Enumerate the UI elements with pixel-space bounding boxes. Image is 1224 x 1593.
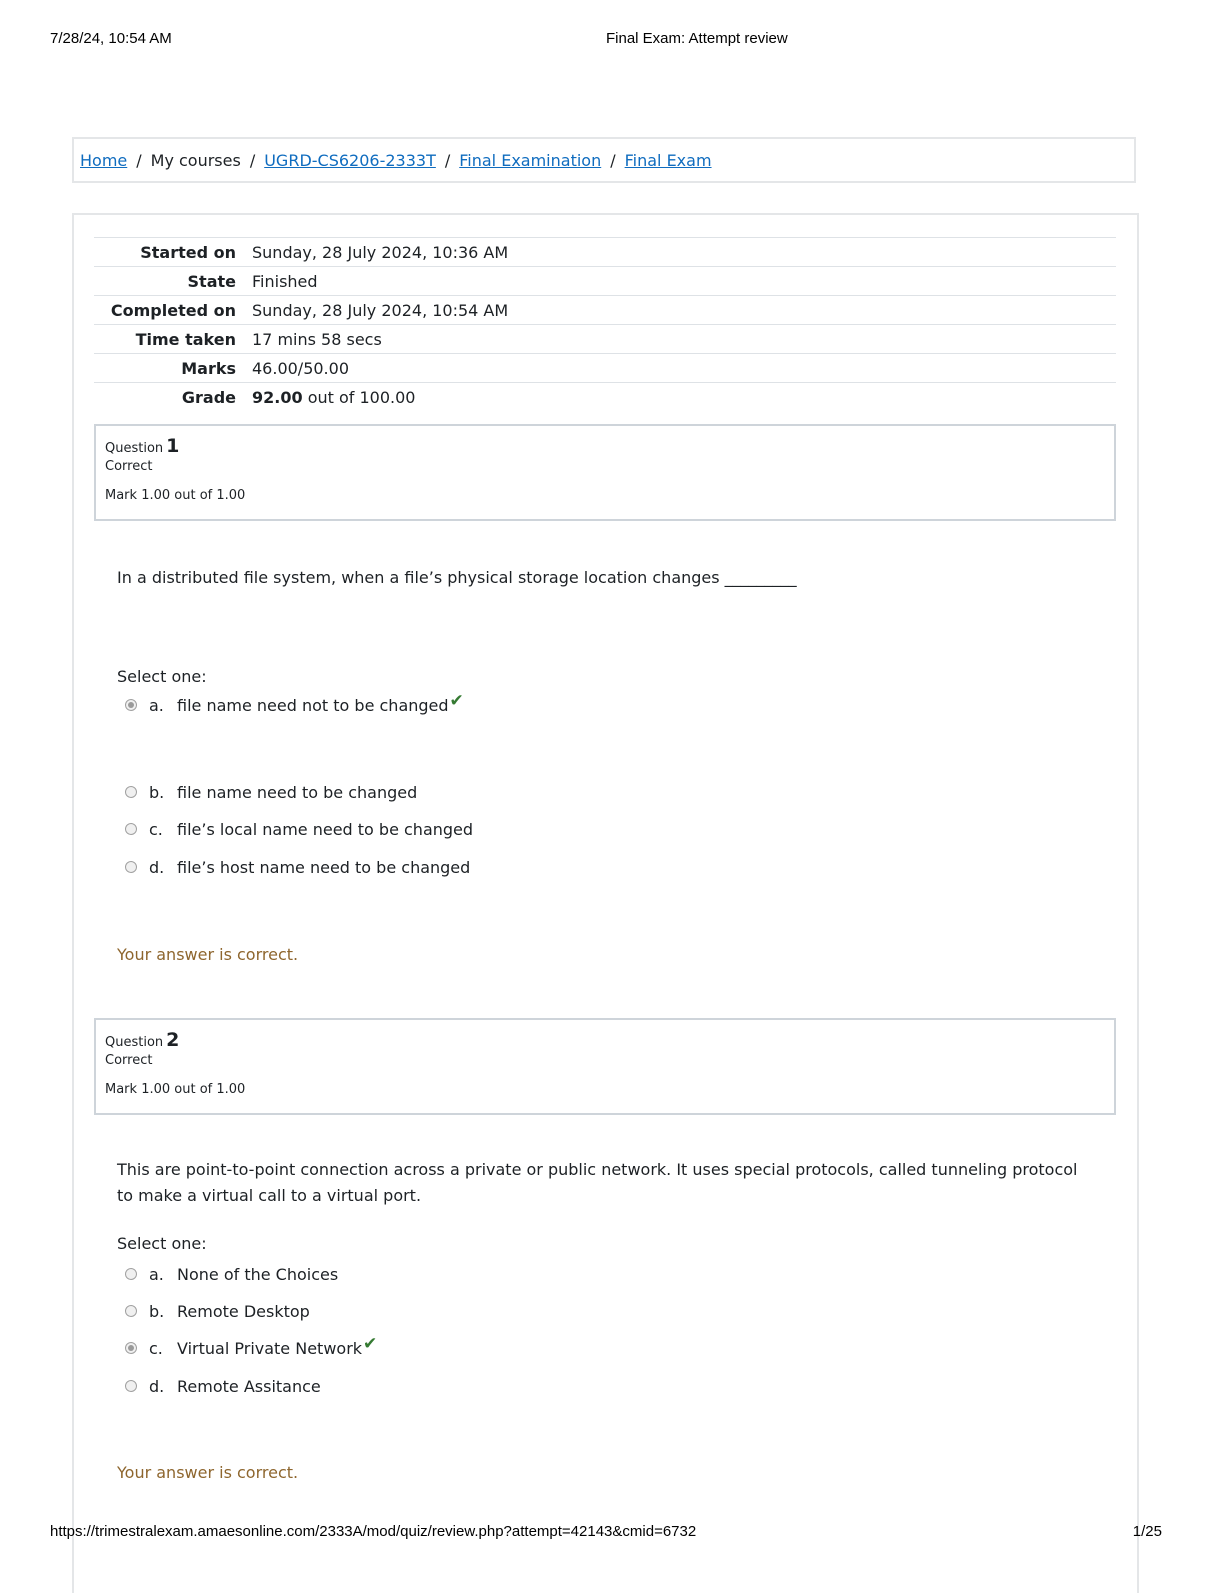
option-letter: c. [149,1338,163,1358]
option-text: Remote Assitance [177,1376,321,1396]
option-text: file’s local name need to be changed [177,819,474,839]
print-footer [0,1523,1224,1543]
breadcrumb [72,137,1136,183]
summary-label: Time taken [135,329,236,349]
radio-button[interactable] [125,1305,137,1317]
radio-selected[interactable] [125,1342,137,1354]
summary-value: 17 mins 58 secs [252,329,382,349]
option-text: file’s host name need to be changed [177,857,471,877]
breadcrumb-my-courses: My courses [150,150,241,170]
summary-value: Sunday, 28 July 2024, 10:36 AM [252,242,509,262]
question-text: In a distributed file system, when a file’s physical storage location changes _________ [117,568,797,587]
question-number [105,435,1114,457]
question-label: Question [105,441,164,456]
summary-row-state [94,266,1116,295]
option-text: file name need to be changed [177,782,418,802]
print-header [0,30,1224,50]
radio-button[interactable] [125,786,137,798]
radio-button[interactable] [125,1380,137,1392]
question-info-box [94,1018,1116,1115]
answer-feedback: Your answer is correct. [117,945,299,964]
attempt-summary-table [94,237,1116,411]
breadcrumb-separator: / [136,150,142,170]
summary-row-started [94,237,1116,266]
answer-feedback: Your answer is correct. [117,1463,299,1482]
select-one-prompt: Select one: [117,1234,207,1253]
radio-selected[interactable] [125,699,137,711]
summary-label: Started on [140,242,236,262]
check-icon: ✔ [363,1334,378,1354]
answer-option[interactable] [125,1375,321,1397]
question-label: Question [105,1035,164,1050]
option-text: None of the Choices [177,1264,339,1284]
summary-label: Completed on [110,300,236,320]
print-url: https://trimestralexam.amaesonline.com/2333A/mod/quiz/review.php?attempt=42143&cmid=6732 [50,1523,697,1540]
question-state: Correct [105,1053,153,1068]
check-icon: ✔ [449,691,464,711]
option-letter: d. [149,857,165,877]
question-state: Correct [105,459,153,474]
question-text: This are point-to-point connection across a private or public network. It uses special protocols, called tunneling protocol to make a virtual call to a virtual port. [117,1160,1078,1205]
print-datetime: 7/28/24, 10:54 AM [50,30,172,47]
summary-row-marks [94,353,1116,382]
option-text: Remote Desktop [177,1301,310,1321]
summary-label: State [187,271,236,291]
select-one-prompt: Select one: [117,667,207,686]
answer-option[interactable] [125,781,417,803]
radio-button[interactable] [125,823,137,835]
option-letter: b. [149,782,165,802]
answer-option[interactable] [125,818,473,840]
option-letter: b. [149,1301,165,1321]
answer-option[interactable] [125,1300,310,1322]
summary-value: Sunday, 28 July 2024, 10:54 AM [252,300,509,320]
answer-option[interactable] [125,1334,378,1359]
option-letter: a. [149,1264,164,1284]
question-mark: Mark 1.00 out of 1.00 [105,488,246,503]
question-info-box [94,424,1116,521]
breadcrumb-section-link[interactable]: Final Examination [459,150,602,170]
summary-value: 46.00/50.00 [252,358,349,378]
breadcrumb-separator: / [610,150,616,170]
breadcrumb-activity-link[interactable]: Final Exam [624,150,712,170]
option-letter: c. [149,819,163,839]
summary-row-grade [94,382,1116,411]
summary-label: Grade [181,387,236,407]
breadcrumb-separator: / [249,150,256,170]
radio-button[interactable] [125,1268,137,1280]
print-title: Final Exam: Attempt review [606,30,788,47]
breadcrumb-course-link[interactable]: UGRD-CS6206-2333T [264,150,436,170]
grade-value: 92.00 [252,387,303,407]
answer-option[interactable] [125,856,470,878]
question-num: 1 [166,435,180,457]
summary-row-time-taken [94,324,1116,353]
question-number [105,1029,1114,1051]
summary-label: Marks [181,358,236,378]
print-page-number: 1/25 [1132,1523,1162,1540]
grade-out-of: out of 100.00 [307,387,416,407]
question-num: 2 [166,1029,180,1051]
breadcrumb-separator: / [444,150,451,170]
answer-option[interactable] [125,1263,338,1285]
option-text: Virtual Private Network [177,1338,363,1358]
option-letter: a. [149,695,164,715]
question-mark: Mark 1.00 out of 1.00 [105,1082,246,1097]
breadcrumb-home-link[interactable]: Home [80,150,128,170]
option-text: file name need not to be changed [177,695,449,715]
summary-value [252,388,415,407]
option-letter: d. [149,1376,165,1396]
summary-value: Finished [252,271,318,291]
radio-button[interactable] [125,861,137,873]
summary-row-completed [94,295,1116,324]
answer-option[interactable] [125,691,464,716]
